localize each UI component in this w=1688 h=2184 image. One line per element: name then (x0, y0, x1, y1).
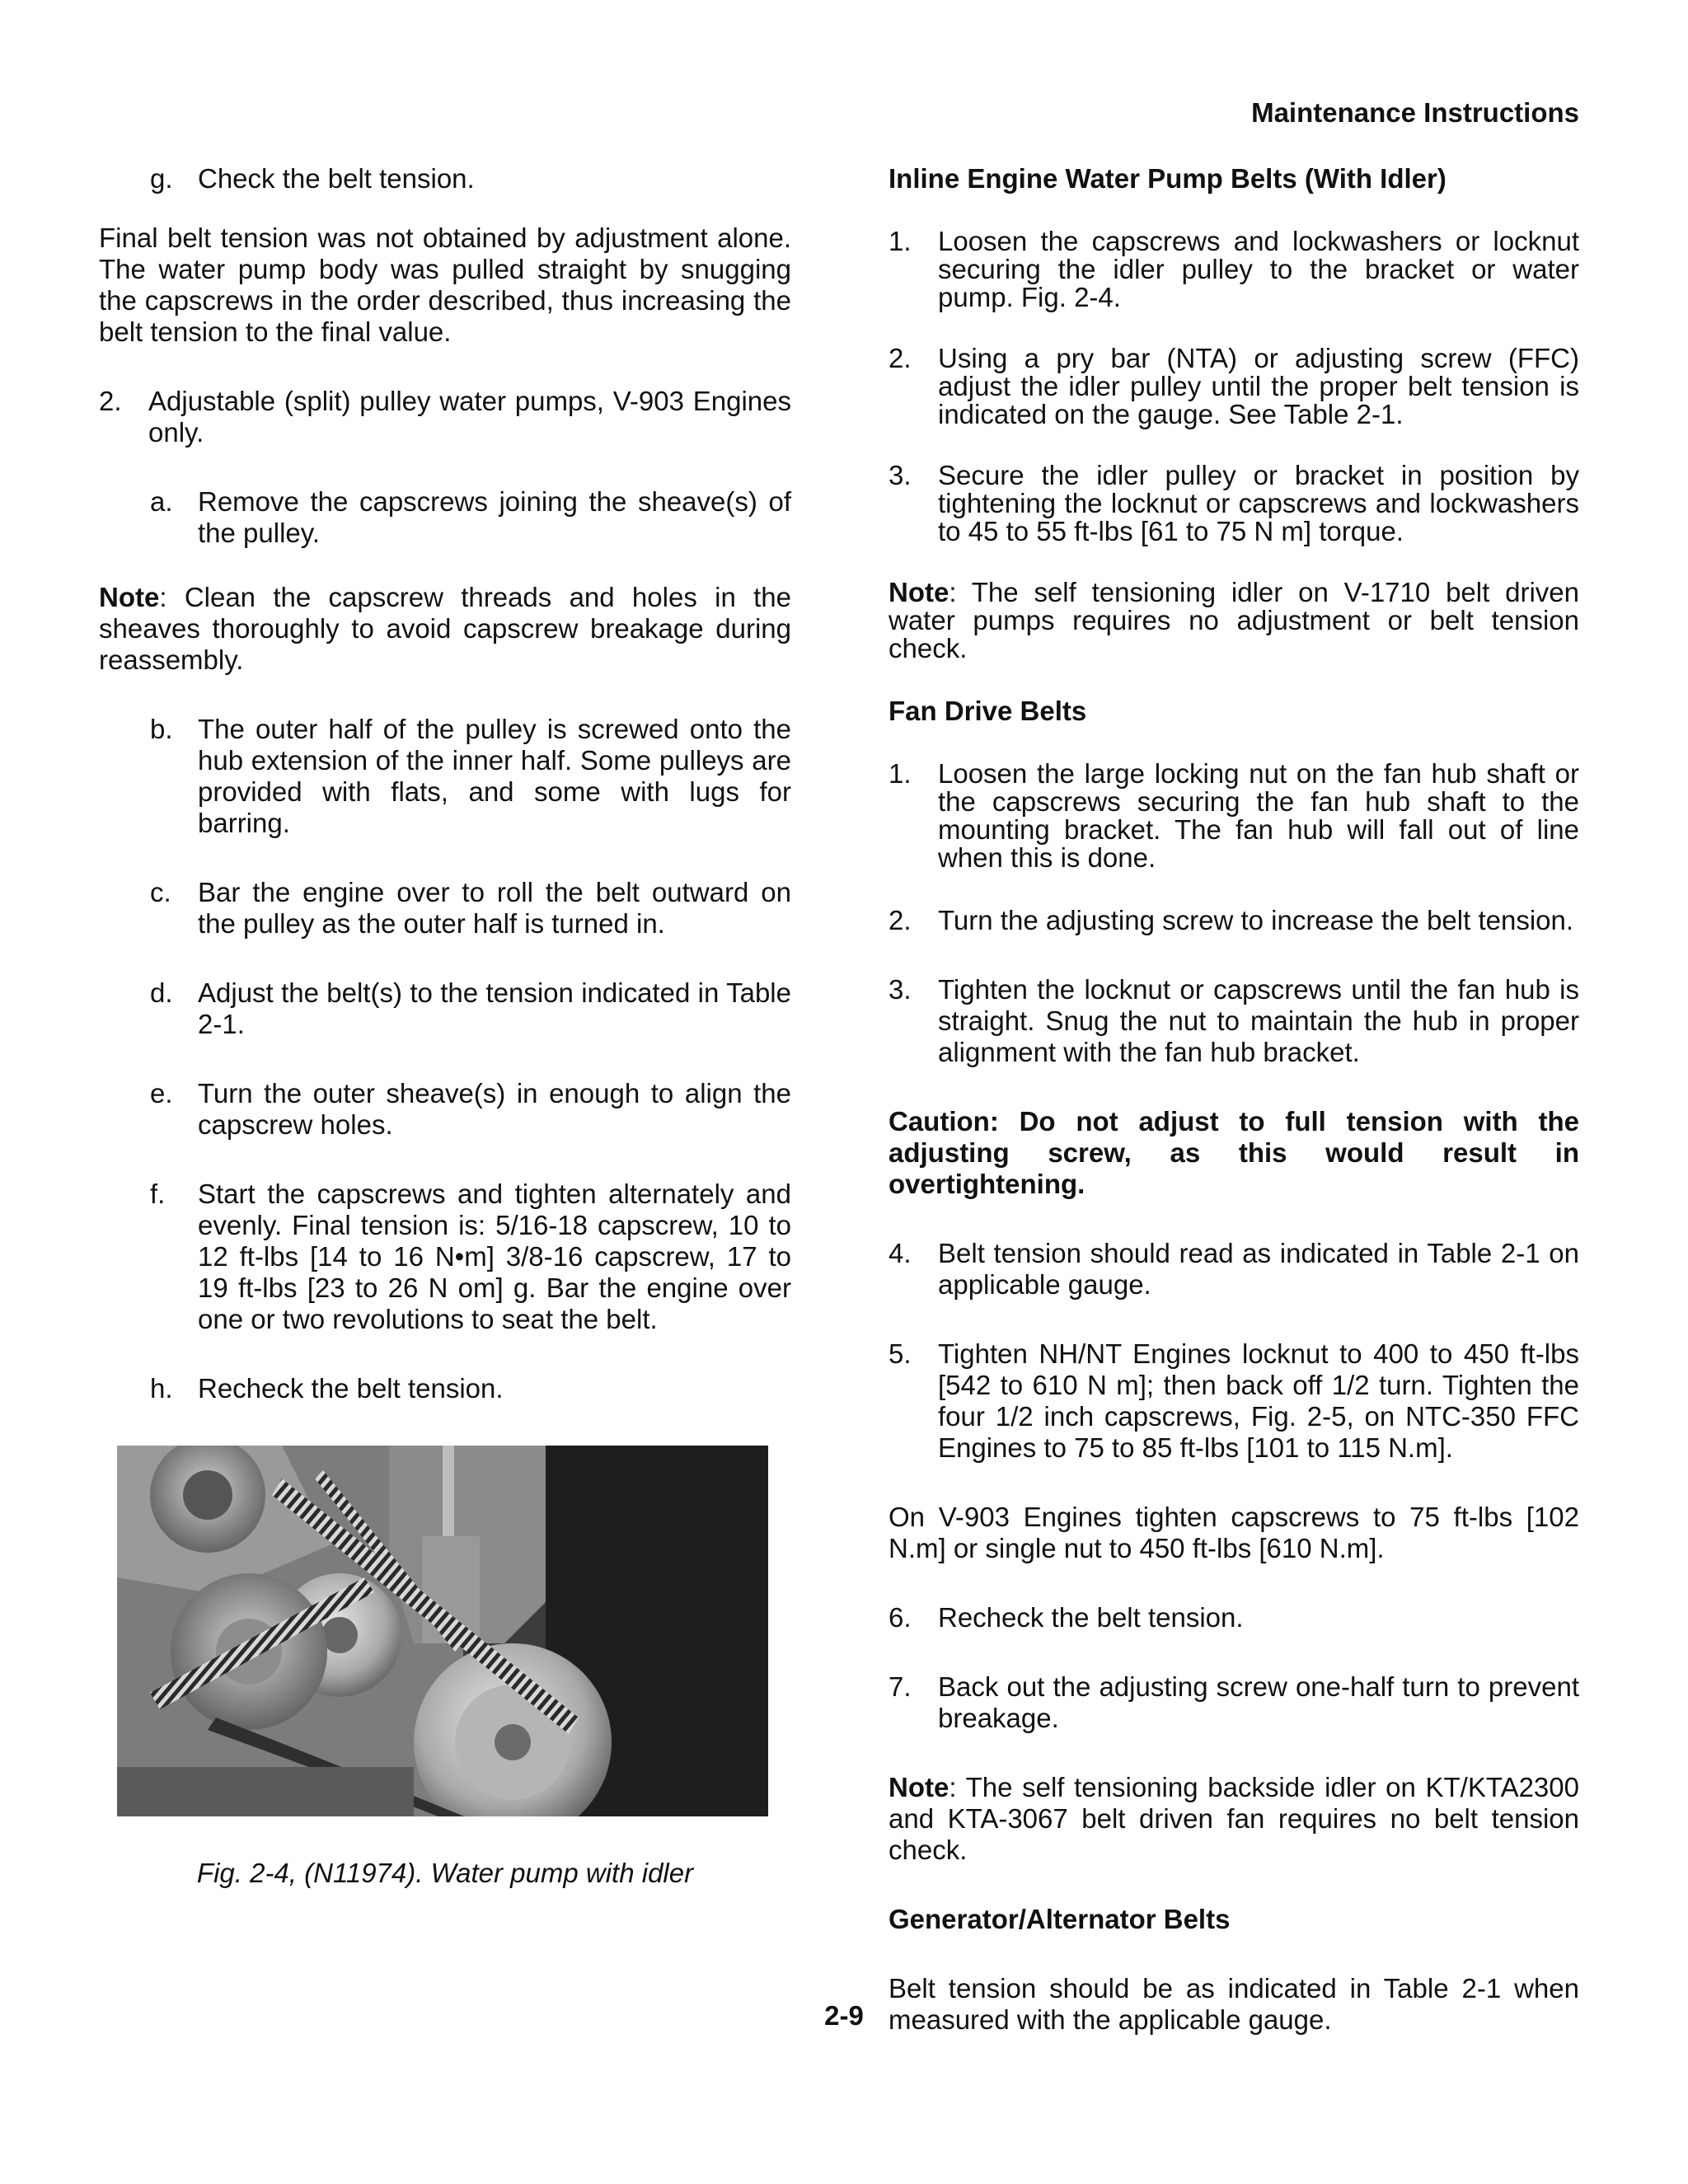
step-text: Adjustable (split) pulley water pumps, V-903 Engines only. (148, 386, 791, 448)
paragraph-generator-tension: Belt tension should be as indicated in Table 2-1 when measured with the applicable gauge. (889, 1973, 1579, 2035)
page-header: Maintenance Instructions (1251, 97, 1579, 128)
paragraph-final-tension: Final belt tension was not obtained by adjustment alone. The water pump body was pulled straight by snugging the capscrews in the order described, thus increasing the belt tension to the final value. (99, 223, 791, 347)
note-text: : The self tensioning backside idler on KT/KTA2300 and KTA-3067 belt driven fan requires no belt tension check. (889, 1772, 1579, 1865)
step-f (99, 1179, 791, 1335)
step-label: f. (150, 1179, 166, 1209)
step-text: The outer half of the pulley is screwed onto the hub extension of the inner half. Some pulleys are provided with flats, and some with lugs for barring. (198, 714, 791, 838)
step-text: Belt tension should read as indicated in Table 2-1 on applicable gauge. (938, 1238, 1579, 1300)
step-label: 4. (889, 1238, 912, 1268)
note-capscrew (99, 582, 791, 676)
step-text: Recheck the belt tension. (198, 1373, 504, 1404)
step-label: 3. (889, 460, 912, 490)
step-label: 7. (889, 1671, 912, 1702)
water-pump-step-2 (889, 344, 1579, 429)
left-column (99, 163, 791, 1889)
section-heading-fan-drive: Fan Drive Belts (889, 696, 1087, 726)
paragraph-v903: On V-903 Engines tighten capscrews to 75 ft-lbs [102 N.m] or single nut to 450 ft-lbs [610 N.m]. (889, 1502, 1579, 1563)
step-label: b. (150, 714, 173, 744)
step-g (99, 163, 791, 194)
step-text: Tighten the locknut or capscrews until the fan hub is straight. Snug the nut to maintain the hub in proper alignment with the fan hub bracket. (938, 974, 1579, 1067)
step-text: Remove the capscrews joining the sheave(s) of the pulley. (198, 486, 791, 548)
note-label: Note (889, 577, 950, 607)
step-e (99, 1078, 791, 1141)
figure-caption: Fig. 2-4, (N11974). Water pump with idler (196, 1858, 694, 1888)
caution-overtightening: Caution: Do not adjust to full tension with the adjusting screw, as this would result in overtightening. (889, 1106, 1579, 1199)
step-label: a. (150, 486, 173, 517)
page-number: 2-9 (824, 2000, 864, 2031)
step-label: 2. (889, 905, 912, 935)
step-text: Loosen the large locking nut on the fan hub shaft or the capscrews securing the fan hub shaft to the mounting bracket. The fan hub will fall out of line when this is done. (938, 758, 1579, 873)
step-label: 2. (889, 343, 912, 373)
step-text: Recheck the belt tension. (938, 1602, 1244, 1633)
note-v1710 (889, 579, 1579, 663)
step-text: Turn the outer sheave(s) in enough to align the capscrew holes. (198, 1078, 791, 1140)
step-label: c. (150, 877, 171, 907)
fan-step-6 (889, 1602, 1579, 1633)
right-column (889, 163, 1579, 2036)
step-b (99, 714, 791, 839)
step-text: Check the belt tension. (198, 163, 475, 194)
step-label: g. (150, 163, 173, 194)
step-label: 2. (99, 386, 122, 416)
step-label: 3. (889, 974, 912, 1005)
fan-step-2 (889, 905, 1579, 936)
step-text: Secure the idler pulley or bracket in position by tightening the locknut or capscrews and lockwashers to 45 to 55 ft-lbs [61 to 75 N m] torque. (938, 460, 1579, 546)
step-text: Tighten NH/NT Engines locknut to 400 to 450 ft-lbs [542 to 610 N m]; then back off 1/2 turn. Tighten the four 1/2 inch capscrews, Fig. 2-5, on NTC-350 FFC Engines to 75 to 85 ft-lbs [101 to 115 N.m]. (938, 1338, 1579, 1463)
step-text: Bar the engine over to roll the belt outward on the pulley as the outer half is turned in. (198, 877, 791, 939)
figure-water-pump (99, 1446, 791, 1889)
fan-step-7 (889, 1671, 1579, 1734)
step-text: Back out the adjusting screw one-half turn to prevent breakage. (938, 1671, 1579, 1733)
step-d (99, 977, 791, 1040)
step-c (99, 877, 791, 940)
fan-step-4 (889, 1238, 1579, 1301)
step-label: e. (150, 1078, 173, 1108)
note-label: Note (889, 1772, 950, 1802)
note-text: : The self tensioning idler on V-1710 belt driven water pumps requires no adjustment or belt tension check. (889, 577, 1579, 663)
step-label: d. (150, 977, 173, 1008)
fan-step-5 (889, 1338, 1579, 1464)
fan-step-1 (889, 760, 1579, 872)
water-pump-photo (117, 1446, 768, 1816)
step-label: 5. (889, 1338, 912, 1369)
step-label: 6. (889, 1602, 912, 1633)
step-label: 1. (889, 758, 912, 789)
step-label: 1. (889, 226, 912, 256)
step-text: Start the capscrews and tighten alternately and evenly. Final tension is: 5/16-18 capscrew, 10 to 12 ft-lbs [14 to 16 N•m] 3/8-16 capscrew, 17 to 19 ft-lbs [23 to 26 N om] g. Bar the engine over one or two revolutions to seat the belt. (198, 1179, 791, 1334)
note-label: Note (99, 582, 160, 612)
step-2 (99, 386, 791, 448)
step-a (99, 486, 791, 549)
step-text: Using a pry bar (NTA) or adjusting screw (FFC) adjust the idler pulley until the proper belt tension is indicated on the gauge. See Table 2-1. (938, 343, 1579, 429)
section-heading-generator: Generator/Alternator Belts (889, 1904, 1231, 1934)
water-pump-step-1 (889, 227, 1579, 312)
section-heading-inline-water-pump: Inline Engine Water Pump Belts (With Idler) (889, 163, 1447, 194)
water-pump-step-3 (889, 462, 1579, 546)
fan-step-3 (889, 974, 1579, 1068)
step-text: Turn the adjusting screw to increase the belt tension. (938, 905, 1574, 935)
note-backside-idler (889, 1772, 1579, 1866)
step-h (99, 1373, 791, 1404)
step-text: Adjust the belt(s) to the tension indicated in Table 2-1. (198, 977, 791, 1039)
step-text: Loosen the capscrews and lockwashers or locknut securing the idler pulley to the bracket or water pump. Fig. 2-4. (938, 226, 1579, 312)
step-label: h. (150, 1373, 173, 1404)
note-text: : Clean the capscrew threads and holes in the sheaves thoroughly to avoid capscrew breakage during reassembly. (99, 582, 791, 675)
